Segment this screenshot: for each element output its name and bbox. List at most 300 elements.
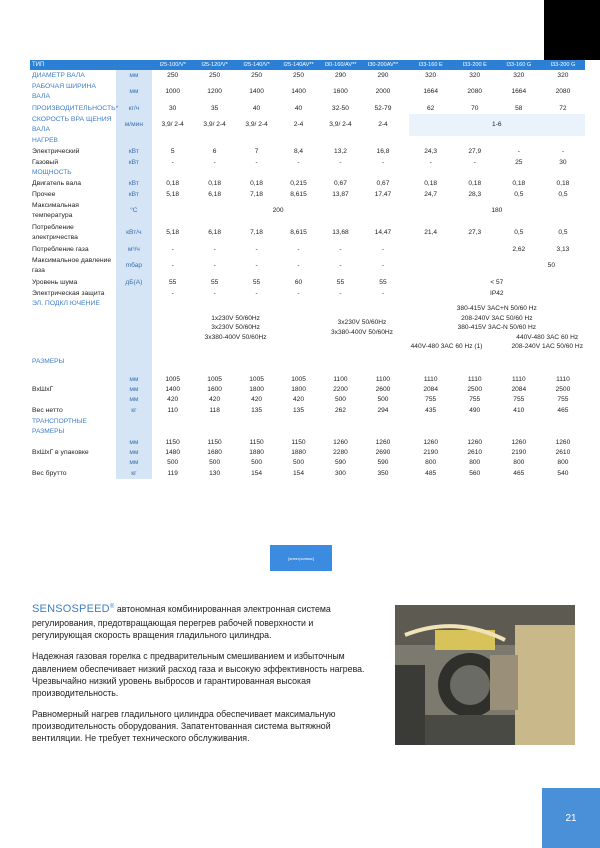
value-cell: 2000 [375,88,391,96]
value-cell: - [339,262,342,270]
value-cell: 5,18 [166,229,180,237]
value-cell: 500 [377,396,389,404]
unit-cell: мм [116,375,152,385]
value-cell: 0,67 [376,179,390,187]
value-cell: 320 [469,71,481,79]
value-cell: - [213,245,216,253]
value-cell: 1100 [375,376,391,384]
empty-cell [409,357,585,367]
value-cell: 2600 [375,386,391,394]
unit-cell: дБ(A) [116,277,152,288]
conn-line: 3x230V 50/60Hz [337,319,387,327]
value-cell: 1005 [291,376,306,384]
value-cell: 1600 [333,88,348,96]
value-cell: 5 [170,147,175,155]
row-label: Вес нетто [32,406,63,414]
brand-name: SENSOSPEED [32,603,110,615]
value-cell: 1150 [249,439,264,447]
unit-cell [116,299,152,357]
value-cell: - [429,158,432,166]
value-cell: 3,9/ 2-4 [203,121,226,129]
corner-block [544,0,600,60]
value-cell: 1110 [511,376,526,384]
empty-cell [409,136,585,146]
header-model: I33-160 G [497,60,541,70]
value-cell: 1005 [165,376,180,384]
value-cell: 755 [469,396,481,404]
value-cell: 55 [379,278,387,286]
value-cell: 500 [167,459,179,467]
table-row [30,189,585,200]
value-cell: 154 [251,469,263,477]
value-cell: 1150 [207,439,222,447]
merged-value-cell: 1-6 [409,114,585,136]
value-cell: 27,3 [468,229,482,237]
conn-line: 1x230V 50/60Hz [211,314,260,322]
row-label: Вес брутто [32,469,67,477]
value-cell: 8,4 [293,147,304,155]
value-cell: 6 [212,147,217,155]
row-label: СКОРОСТЬ ВРА ЩЕНИЯ ВАЛА [32,116,112,133]
section-title: РАЗМЕРЫ [32,358,65,366]
conn-group-c [409,299,585,357]
value-cell: 6,18 [208,229,222,237]
unit-cell: мм [116,385,152,395]
row-label: Уровень шума [32,278,78,286]
row-label: ЭЛ. ПОДКЛ ЮЧЕНИЕ [32,300,100,307]
value-cell: 0,5 [514,229,524,237]
value-cell: 40 [294,104,303,112]
value-cell: 2080 [555,88,571,96]
unit-cell: мм [116,448,152,458]
value-cell: - [381,262,385,270]
value-cell: 1680 [207,449,222,457]
merged-value-cell: 180 [491,207,503,215]
empty-cell [409,416,585,438]
page-number: 21 [542,788,600,848]
value-cell: 0,18 [468,179,482,187]
header-model: I33-200 E [453,60,497,70]
value-cell: 590 [377,459,389,467]
value-cell: 70 [471,104,479,112]
value-cell: 17,47 [374,190,392,198]
value-cell: 590 [334,459,346,467]
value-cell: 60 [294,278,303,286]
unit-cell: кг/ч [116,103,152,114]
value-cell: 420 [293,396,305,404]
value-cell: - [171,158,174,166]
value-cell: 1664 [511,88,527,96]
value-cell: 13,2 [334,147,347,155]
value-cell: 1005 [249,376,264,384]
empty-cell [152,357,405,367]
row-label: Прочее [32,190,56,198]
value-cell: 540 [557,469,569,477]
header-model: I25-120/V* [194,60,236,70]
table-row [30,416,585,438]
value-cell: 2-4 [378,121,388,129]
value-cell: 62 [427,104,435,112]
value-cell: 35 [210,104,219,112]
conn-group-b [320,299,405,357]
value-cell: 300 [334,469,346,477]
value-cell: 1480 [165,449,180,457]
table-row [30,146,585,157]
conn-right [512,333,583,352]
value-cell: 490 [469,406,481,414]
row-label: Электрический [32,147,80,155]
value-cell: 350 [377,469,389,477]
table-row [30,168,585,178]
value-cell: 800 [425,459,437,467]
value-cell: 1150 [291,439,306,447]
header-model: I33-200 G [541,60,585,70]
value-cell: 500 [293,459,305,467]
row-label: Электрическая защита [32,289,105,297]
value-cell: 2200 [333,386,348,394]
paragraph-2: Надежная газовая горелка с предварительным смешиванием и избыточным давлением обеспечивает низкий расход газа и высокую эффективность нагрева. Чрезвычайно низкий уровень выбросов и гарантированная высокая производительность. [32,651,365,698]
unit-cell: кВт [116,146,152,157]
value-cell: 110 [167,406,178,414]
value-cell: 2,62 [512,245,526,253]
table-row [30,81,585,103]
table-row [30,277,585,288]
value-cell: 1260 [333,439,348,447]
value-cell: 1260 [375,439,391,447]
value-cell: - [171,245,174,253]
unit-cell: мм [116,438,152,448]
table-row [30,60,585,70]
header-model: I25-100/V* [152,60,194,70]
section-title: НАГРЕВ [32,137,58,145]
value-cell: 13,68 [332,229,349,237]
value-cell: 2-4 [293,121,304,129]
value-cell: 28,3 [468,190,482,198]
value-cell: 800 [557,459,569,467]
conn-group-a [152,299,320,357]
table-row [30,178,585,189]
value-cell: 8,615 [290,229,307,237]
value-cell: 800 [469,459,481,467]
value-cell: 2190 [511,449,527,457]
row-label: ВхШхГ [32,386,54,394]
value-cell: 25 [515,158,523,166]
value-cell: 1260 [511,439,527,447]
unit-cell: мм [116,81,152,103]
value-cell: 0,67 [334,179,347,187]
value-cell: 485 [425,469,437,477]
value-cell: - [255,158,258,166]
value-cell: 420 [209,396,221,404]
row-label: Максимальная температура [32,202,79,219]
empty-cell [409,168,585,178]
unit-cell [116,288,152,299]
value-cell: - [517,147,520,155]
table-row [30,114,585,136]
value-cell: 1200 [207,88,222,96]
empty-cell [152,367,405,375]
value-cell: - [297,158,300,166]
value-cell: 1260 [423,439,438,447]
conn-line: 3x380-400V 50/60Hz [331,329,393,336]
row-label: Максимальное давление газа [32,257,112,274]
value-cell: 24,3 [424,147,438,155]
value-cell: 1400 [165,386,180,394]
table-row [30,468,585,479]
value-cell: 5,18 [166,190,180,198]
unit-cell: °C [116,200,152,222]
value-cell: 21,4 [424,229,438,237]
value-cell: 3,9/ 2-4 [161,121,184,129]
unit-cell: mбар [116,255,152,277]
empty-cell [30,367,116,375]
unit-cell: кг [116,468,152,479]
value-cell: 500 [334,396,346,404]
value-cell: 320 [557,71,569,79]
conn-line: 380-415V 3AC+N 50/60 Hz [456,305,537,313]
value-cell: 154 [293,469,305,477]
empty-cell [409,244,497,255]
table-row [30,438,585,448]
merged-value-cell: 50 [547,262,555,270]
value-cell: 3,9/ 2-4 [245,121,268,129]
value-cell: 290 [377,71,389,79]
value-cell: 2500 [555,386,571,394]
section-title: ТРАНСПОРТНЫЕ РАЗМЕРЫ [32,418,87,435]
unit-cell: кг [116,405,152,416]
table-row [30,288,585,299]
value-cell: 2084 [511,386,527,394]
header-model: I30-160/AV** [320,60,362,70]
value-cell: 135 [251,406,263,414]
value-cell: - [255,289,258,297]
value-cell: 465 [513,469,525,477]
merged-value-cell: IP42 [490,289,504,297]
value-cell: 1260 [555,439,571,447]
value-cell: 0,5 [558,229,568,237]
value-cell: 500 [209,459,221,467]
unit-cell: кВт/ч [116,222,152,244]
conn-line: 380-415V 3AC-N 50/60 Hz [457,324,537,332]
unit-cell: мм [116,70,152,81]
section-title: МОЩНОСТЬ [32,169,72,177]
merged-value-cell: < 57 [490,278,504,286]
value-cell: 1880 [291,449,306,457]
value-cell: 0,18 [208,179,222,187]
unit-cell [116,136,152,146]
conn-line: 208-240V 3AC 50/60 Hz [461,314,533,322]
value-cell: 32-50 [332,104,349,112]
value-cell: 2500 [467,386,483,394]
value-cell: 130 [209,469,221,477]
unit-cell: м³/ч [116,244,152,255]
merged-value-cell: 200 [272,207,284,215]
value-cell: 7 [254,147,259,155]
conn-line: 3x380-400V 50/60Hz [204,333,267,341]
conn-line: 3x230V 50/60Hz [211,324,260,332]
value-cell: 250 [209,71,221,79]
value-cell: 0,5 [514,190,524,198]
table-row [30,357,585,367]
value-cell: 320 [513,71,525,79]
header-type: ТИП [30,60,152,70]
value-cell: 16,8 [376,147,390,155]
unit-cell [116,416,152,438]
conn-line: 440V-480 3AC 60 Hz [516,333,579,341]
paragraph-3: Равномерный нагрев гладильного цилиндра обеспечивает максимальную производительность оборудования. Запатентованная система вытяжной вентиляции. Не требует технического обслуживания. [32,708,336,744]
row-label: ДИАМЕТР ВАЛА [32,71,85,79]
conn-line: 440V-480 3AC 60 Hz (1) [410,343,483,351]
empty-cell [152,416,405,438]
empty-cell [152,136,405,146]
description [32,602,372,753]
value-cell: 58 [515,104,523,112]
row-label: РАБОЧАЯ ШИРИНА ВАЛА [32,83,96,100]
empty-cell [152,168,405,178]
value-cell: 755 [425,396,437,404]
value-cell: 1664 [423,88,438,96]
value-cell: 3,13 [556,245,570,253]
value-cell: 1400 [291,88,306,96]
table-row [30,244,585,255]
value-cell: 420 [251,396,263,404]
table-row [30,222,585,244]
value-cell: - [381,245,385,253]
header-model: I25-140AV** [278,60,320,70]
logo-text: [электролюкс] [288,555,314,561]
value-cell: 290 [334,71,346,79]
table-row [30,299,585,357]
value-cell: 55 [336,278,345,286]
value-cell: - [255,245,258,253]
value-cell: - [561,147,565,155]
table-row [30,375,585,385]
value-cell: - [213,262,216,270]
value-cell: - [297,262,300,270]
value-cell: 13,87 [332,190,349,198]
value-cell: - [213,289,216,297]
conn-line: 208-240V 1AC 50/60 Hz [511,343,583,351]
value-cell: 30 [168,104,177,112]
value-cell: 1880 [249,449,264,457]
value-cell: 250 [293,71,305,79]
value-cell: 2190 [423,449,438,457]
value-cell: - [381,158,385,166]
table-row [30,103,585,114]
value-cell: 55 [168,278,177,286]
unit-cell: мм [116,458,152,468]
table-row [30,70,585,81]
value-cell: 1800 [249,386,264,394]
table-row [30,255,585,277]
value-cell: 1400 [249,88,264,96]
value-cell: 1260 [467,439,483,447]
unit-cell: кВт [116,178,152,189]
value-cell: 119 [167,469,178,477]
burner-photo [395,605,575,745]
value-cell: 465 [557,406,569,414]
value-cell: 560 [469,469,481,477]
value-cell: 1600 [207,386,222,394]
value-cell: 1800 [291,386,306,394]
value-cell: 435 [425,406,437,414]
table-row [30,367,585,375]
value-cell: 0,215 [290,179,307,187]
value-cell: - [171,289,174,297]
value-cell: 320 [425,71,437,79]
row-label: Потребление газа [32,245,89,253]
value-cell: 2690 [375,449,391,457]
value-cell: 250 [251,71,263,79]
header-model: I33-160 E [409,60,453,70]
table-row [30,157,585,168]
value-cell: 24,7 [424,190,438,198]
value-cell: 294 [377,406,389,414]
value-cell: 0,18 [166,179,180,187]
value-cell: 27,9 [468,147,482,155]
paragraph-1-text: автономная комбинированная электронная система регулирования, предотвращающая перегрев рабочей поверхности и регулирующая скорость вращения гладильного цилиндра. [32,604,331,641]
empty-cell [409,367,585,375]
value-cell: 0,18 [512,179,526,187]
value-cell: 118 [209,406,220,414]
value-cell: 2084 [423,386,438,394]
value-cell: 0,5 [558,190,568,198]
table-row [30,136,585,146]
value-cell: 55 [252,278,261,286]
value-cell: 420 [167,396,179,404]
value-cell: 8,615 [290,190,307,198]
value-cell: - [297,245,300,253]
header-model: I30-200AV** [361,60,404,70]
value-cell: 2610 [555,449,571,457]
paragraph-1 [32,602,372,641]
value-cell: 135 [293,406,305,414]
value-cell: - [213,158,216,166]
brand-logo [270,545,332,571]
value-cell: 755 [557,396,569,404]
value-cell: - [381,289,385,297]
value-cell: 410 [513,406,525,414]
value-cell: 1150 [165,439,180,447]
unit-cell [116,367,152,375]
value-cell: 1110 [423,376,438,384]
value-cell: 7,18 [250,190,263,198]
table-row [30,200,585,222]
value-cell: 0,18 [556,179,570,187]
value-cell: - [297,289,300,297]
row-label: ПРОИЗВОДИТЕЛЬНОСТЬ* [32,104,119,112]
row-label: Двигатель вала [32,179,82,187]
row-label: Газовый [32,158,59,166]
value-cell: 262 [334,406,346,414]
value-cell: 1005 [207,376,222,384]
value-cell: 500 [251,459,263,467]
value-cell: 800 [513,459,525,467]
value-cell: 14,47 [374,229,392,237]
value-cell: 6,18 [208,190,222,198]
value-cell: - [473,158,476,166]
value-cell: 55 [210,278,219,286]
value-cell: 72 [559,104,567,112]
value-cell: 1110 [467,376,482,384]
spec-table [30,60,585,479]
value-cell: - [255,262,258,270]
unit-cell: мм [116,395,152,405]
value-cell: 250 [167,71,179,79]
unit-cell: кВт [116,189,152,200]
value-cell: 52-79 [374,104,392,112]
value-cell: 0,18 [424,179,438,187]
